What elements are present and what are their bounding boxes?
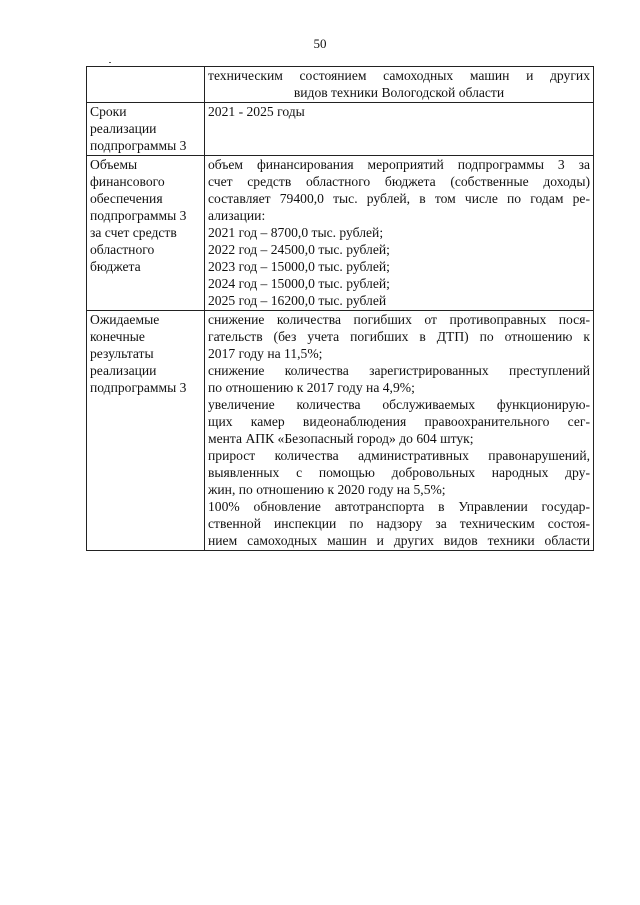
table-row-terms <box>87 103 594 156</box>
text-line: 2021 - 2025 годы <box>208 104 305 119</box>
value-cell-results <box>205 311 594 551</box>
text-line: объем финансирования мероприятий подпрограммы 3 за <box>208 157 590 172</box>
text-line: 2024 год – 15000,0 тыс. рублей; <box>208 276 390 291</box>
label-line: подпрограммы 3 <box>90 138 187 153</box>
text-line: увеличение количества обслуживаемых функционирую- <box>208 397 590 412</box>
scan-speck <box>109 62 111 63</box>
label-cell-financing <box>87 156 205 311</box>
text-line: снижение количества зарегистрированных преступлений <box>208 363 590 378</box>
text-line: прирост количества административных правонарушений, <box>208 448 590 463</box>
text-line: 2017 году на 11,5%; <box>208 346 323 361</box>
text-line: 2022 год – 24500,0 тыс. рублей; <box>208 242 390 257</box>
text-line: счет средств областного бюджета (собственные доходы) <box>208 174 590 189</box>
text-line: ализации: <box>208 208 266 223</box>
text-line: щих камер видеонаблюдения правоохранительного сег- <box>208 414 590 429</box>
text-line: выявленных с помощью добровольных народных дру- <box>208 465 590 480</box>
label-line: бюджета <box>90 259 141 274</box>
text-line: 100% обновление автотранспорта в Управлении государ- <box>208 499 590 514</box>
text-line: снижение количества погибших от противоправных пося- <box>208 312 590 327</box>
value-cell-terms <box>205 103 594 156</box>
label-line: реализации <box>90 363 157 378</box>
text-line: гательств (без учета погибших в ДТП) по отношению к <box>208 329 590 344</box>
text-line: техническим состоянием самоходных машин и других <box>208 68 590 83</box>
label-line: реализации <box>90 121 157 136</box>
text-line: жин, по отношению к 2020 году на 5,5%; <box>208 482 446 497</box>
label-line: Объемы <box>90 157 138 172</box>
text-line: мента АПК «Безопасный город» до 604 штук; <box>208 431 474 446</box>
text-line: по отношению к 2017 году на 4,9%; <box>208 380 415 395</box>
passport-table <box>86 66 594 551</box>
label-line: подпрограммы 3 <box>90 208 187 223</box>
label-line: Сроки <box>90 104 127 119</box>
text-line: нием самоходных машин и других видов техники области <box>208 533 590 548</box>
text-line: 2025 год – 16200,0 тыс. рублей <box>208 293 387 308</box>
value-cell-continuation <box>205 67 594 103</box>
label-line: Ожидаемые <box>90 312 160 327</box>
label-line: результаты <box>90 346 154 361</box>
page-number: 50 <box>313 36 327 51</box>
text-line: ственной инспекции по надзору за техническим состоя- <box>208 516 590 531</box>
text-line: 2021 год – 8700,0 тыс. рублей; <box>208 225 384 240</box>
label-line: финансового <box>90 174 165 189</box>
table-row-financing <box>87 156 594 311</box>
value-cell-financing <box>205 156 594 311</box>
text-line: видов техники Вологодской области <box>293 85 505 100</box>
label-line: обеспечения <box>90 191 163 206</box>
label-line: конечные <box>90 329 145 344</box>
table-row-results <box>87 311 594 551</box>
text-line: 2023 год – 15000,0 тыс. рублей; <box>208 259 390 274</box>
table-row-continuation <box>87 67 594 103</box>
label-line: подпрограммы 3 <box>90 380 187 395</box>
text-line: составляет 79400,0 тыс. рублей, в том числе по годам ре- <box>208 191 590 206</box>
label-cell-results <box>87 311 205 551</box>
label-line: областного <box>90 242 155 257</box>
label-cell-terms <box>87 103 205 156</box>
label-line: за счет средств <box>90 225 177 240</box>
label-cell-empty <box>87 67 205 103</box>
